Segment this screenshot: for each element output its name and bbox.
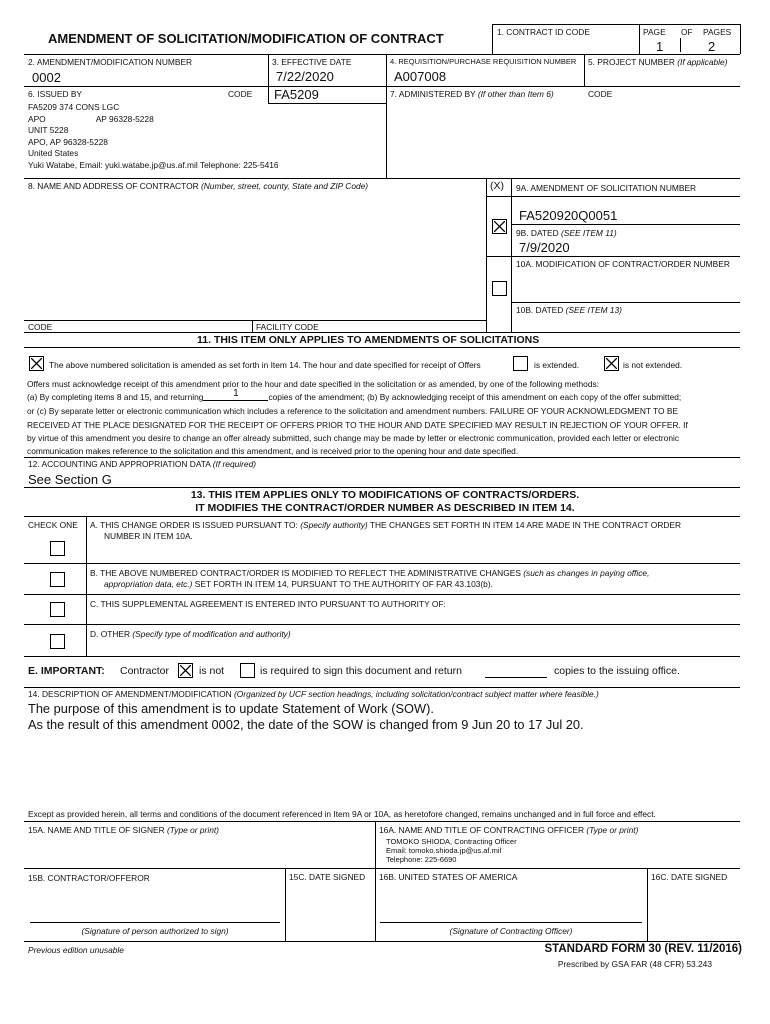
x-column-label: (X) xyxy=(490,180,504,192)
officer-note: (Type or print) xyxy=(586,825,639,835)
effective-date-value: 7/22/2020 xyxy=(276,69,334,84)
accounting-data-value: See Section G xyxy=(28,472,112,487)
description-body xyxy=(28,701,584,732)
item13-option-c: C. THIS SUPPLEMENTAL AGREEMENT IS ENTERED INTO PURSUANT TO AUTHORITY OF: xyxy=(90,599,446,609)
issued-code-label: CODE xyxy=(228,89,253,99)
dated-9b-value: 7/9/2020 xyxy=(519,240,570,255)
accounting-data-label: 12. ACCOUNTING AND APPROPRIATION DATA xyxy=(28,459,211,469)
administered-by-note: (If other than Item 6) xyxy=(477,89,554,99)
dated-9b-note: (SEE ITEM 11) xyxy=(561,228,617,238)
checkbox-13b[interactable] xyxy=(50,572,65,587)
is-not-label: is not xyxy=(199,665,225,677)
item13-heading-1: 13. THIS ITEM APPLIES ONLY TO MODIFICATIONS OF CONTRACTS/ORDERS. xyxy=(190,489,580,501)
check-one-label: CHECK ONE xyxy=(28,520,78,530)
checkbox-is-required[interactable] xyxy=(240,663,255,678)
checkbox-13a[interactable] xyxy=(50,541,65,556)
checkbox-13c[interactable] xyxy=(50,602,65,617)
officer-line: TOMOKO SHIODA, Contracting Officer xyxy=(386,837,517,846)
x-mark-icon xyxy=(606,358,617,369)
date-signed-16c-label: 16C. DATE SIGNED xyxy=(651,872,728,882)
officer-details xyxy=(386,837,517,864)
issued-by-label: 6. ISSUED BY xyxy=(28,89,82,99)
x-mark-icon xyxy=(31,358,42,369)
pages-value: 2 xyxy=(708,39,716,54)
accounting-data-note: (If required) xyxy=(212,459,257,469)
checkbox-solicitation-amended[interactable] xyxy=(29,356,44,371)
form-name: STANDARD FORM 30 (REV. 11/2016) xyxy=(544,943,742,955)
amend-sol-label: 9A. AMENDMENT OF SOLICITATION NUMBER xyxy=(516,183,697,193)
issuer-line: AP 96328-5228 xyxy=(95,113,154,124)
checkbox-10a[interactable] xyxy=(492,281,507,296)
item13-option-d-note: (Specify type of modification and authority) xyxy=(132,629,291,639)
is-required-label: is required to sign this document and return xyxy=(260,665,462,677)
signer-label: 15A. NAME AND TITLE OF SIGNER xyxy=(28,825,165,835)
project-number-note: (If applicable) xyxy=(677,57,728,67)
form-title: AMENDMENT OF SOLICITATION/MODIFICATION OF CONTRACT xyxy=(48,31,444,46)
x-mark-icon xyxy=(494,221,505,232)
page-value: 1 xyxy=(656,39,664,54)
checkbox-is-not[interactable] xyxy=(178,663,193,678)
dated-10b-label: 10B. DATED xyxy=(516,305,564,315)
contractor-offeror-label: 15B. CONTRACTOR/OFFEROR xyxy=(28,873,150,883)
signature-person-label: (Signature of person authorized to sign) xyxy=(81,926,229,936)
x-mark-icon xyxy=(180,665,191,676)
checkbox-extended[interactable] xyxy=(513,356,528,371)
issuer-line: United States xyxy=(28,148,79,159)
description-label: 14. DESCRIPTION OF AMENDMENT/MODIFICATION xyxy=(28,689,232,699)
effective-date-label: 3. EFFECTIVE DATE xyxy=(272,57,352,67)
of-label: OF xyxy=(681,27,693,37)
amend-sol-value: FA520920Q0051 xyxy=(519,208,618,223)
date-signed-15c-label: 15C. DATE SIGNED xyxy=(289,872,366,882)
requisition-label: 4. REQUISITION/PURCHASE REQUISITION NUMBER xyxy=(390,57,577,66)
officer-line: Email: tomoko.shioda.jp@us.af.mil xyxy=(386,846,502,855)
prescribed-by: Prescribed by GSA FAR (48 CFR) 53.243 xyxy=(557,959,712,969)
contract-id-label: 1. CONTRACT ID CODE xyxy=(497,27,590,37)
item11-heading: 11. THIS ITEM ONLY APPLIES TO AMENDMENTS OF SOLICITATIONS xyxy=(197,334,540,346)
checkbox-9a[interactable] xyxy=(492,219,507,234)
description-line: The purpose of this amendment is to update Statement of Work (SOW). xyxy=(28,701,434,716)
important-label: E. IMPORTANT: xyxy=(28,665,105,677)
administered-by-label: 7. ADMINISTERED BY xyxy=(390,89,476,99)
officer-label: 16A. NAME AND TITLE OF CONTRACTING OFFICER xyxy=(379,825,585,835)
dated-9b-label: 9B. DATED xyxy=(516,228,559,238)
dated-10b-note: (SEE ITEM 13) xyxy=(565,305,622,315)
item13-option-a: A. THIS CHANGE ORDER IS ISSUED PURSUANT TO: (Specify authority) THE CHANGES SET FORTH IN ITEM 14 ARE MADE IN THE CONTRACT ORDER NUMBER IN ITEM 10A. xyxy=(90,520,682,541)
signature-officer-label: (Signature of Contracting Officer) xyxy=(449,926,573,936)
item11-instructions: Offers must acknowledge receipt of this amendment prior to the hour and date specified in the solicitation or as amended, by one of the following methods: (a) By completing items 8 and 15, and returning 1 copies of the amendment; (b) By acknowledging receipt of this amendment on each copy of the offer submitted; or (c) By separate letter or electronic communication which includes a reference to the solicitation and amendment numbers. FAILURE OF YOUR ACKNOWLEDGMENT TO BE RECEIVED AT THE PLACE DESIGNATED FOR THE RECEIPT OF OFFERS PRIOR TO THE HOUR AND DATE SPECIFIED MAY RESULT IN REJECTION OF YOUR OFFER. If by virtue of this amendment you desire to change an offer already submitted, such change may be made by letter or electronic communication, provided each letter or electronic communication makes reference to the solicitation and this amendment, and is received prior to the opening hour and date specified. xyxy=(27,379,688,457)
issuer-line: APO xyxy=(28,113,46,124)
contractor-address-label: 8. NAME AND ADDRESS OF CONTRACTOR xyxy=(28,181,199,191)
issued-code-value: FA5209 xyxy=(274,87,319,102)
usa-label: 16B. UNITED STATES OF AMERICA xyxy=(379,872,518,882)
project-number-label: 5. PROJECT NUMBER xyxy=(588,57,675,67)
requisition-value: A007008 xyxy=(394,69,447,84)
description-note: (Organized by UCF section headings, including solicitation/contract subject matter where feasible.) xyxy=(233,689,599,699)
not-extended-label: is not extended. xyxy=(623,360,683,370)
item13-option-b: B. THE ABOVE NUMBERED CONTRACT/ORDER IS MODIFIED TO REFLECT THE ADMINISTRATIVE CHANGES (such as changes in paying office, appropriation data, etc.) SET FORTH IN ITEM 14, PURSUANT TO THE AUTHORITY OF FAR 43.103(b). xyxy=(90,568,650,589)
signer-note: (Type or print) xyxy=(167,825,219,835)
checkbox-13d[interactable] xyxy=(50,634,65,649)
officer-line: Telephone: 225-6690 xyxy=(386,855,457,864)
extended-label: is extended. xyxy=(534,360,580,370)
issuer-line: UNIT 5228 xyxy=(28,125,69,136)
checkbox-not-extended[interactable] xyxy=(604,356,619,371)
important-contractor: Contractor xyxy=(120,665,170,677)
pages-label: PAGES xyxy=(703,27,732,37)
item13-option-d: D. OTHER xyxy=(90,629,131,639)
copies-to-office-label: copies to the issuing office. xyxy=(554,665,680,677)
item13-heading-2: IT MODIFIES THE CONTRACT/ORDER NUMBER AS DESCRIBED IN ITEM 14. xyxy=(195,502,575,514)
issuer-address xyxy=(28,102,279,172)
except-text: Except as provided herein, all terms and conditions of the document referenced in Item 9A or 10A, as heretofore changed, remains unchanged and in full force and effect. xyxy=(28,809,656,819)
issuer-line: Yuki Watabe, Email: yuki.watabe.jp@us.af.mil Telephone: 225-5416 xyxy=(28,159,279,170)
facility-code-label: FACILITY CODE xyxy=(256,322,319,332)
administered-code-label: CODE xyxy=(588,89,613,99)
previous-edition-label: Previous edition unusable xyxy=(28,945,124,955)
contractor-code-label: CODE xyxy=(28,322,53,332)
mod-10a-label: 10A. MODIFICATION OF CONTRACT/ORDER NUMBER xyxy=(516,259,730,269)
copies-returned-value: 1 xyxy=(203,387,268,401)
amendment-number-label: 2. AMENDMENT/MODIFICATION NUMBER xyxy=(28,57,193,67)
solicitation-amended-text: The above numbered solicitation is amended as set forth in Item 14. The hour and date specified for receipt of Offers xyxy=(49,360,481,370)
amendment-number-value: 0002 xyxy=(32,70,61,85)
page-label: PAGE xyxy=(643,27,666,37)
contractor-address-note: (Number, street, county, State and ZIP Code) xyxy=(200,181,369,191)
issuer-line: FA5209 374 CONS LGC xyxy=(28,102,120,112)
issuer-line: APO, AP 96328-5228 xyxy=(28,136,108,147)
description-line: As the result of this amendment 0002, the date of the SOW is changed from 9 Jun 20 to 17 Jul 20. xyxy=(28,716,584,732)
